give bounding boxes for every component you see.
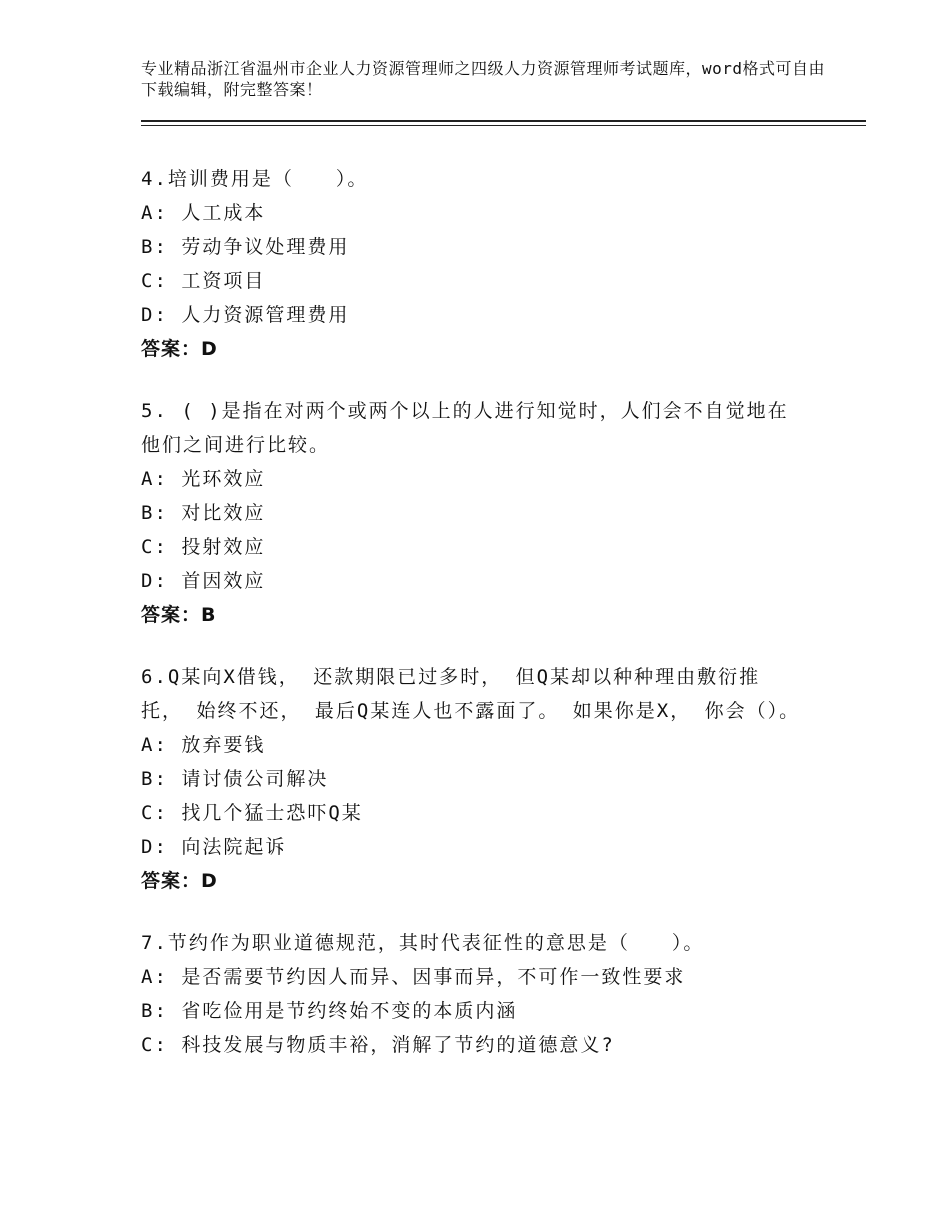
question-4	[141, 162, 821, 366]
question-7	[141, 926, 821, 1062]
option-a: A: 放弃要钱	[141, 734, 266, 756]
answer-label: 答案：B	[141, 604, 217, 626]
option-c: C: 找几个猛士恐吓Q某	[141, 802, 363, 824]
option-d: D: 人力资源管理费用	[141, 304, 350, 326]
option-a: A: 光环效应	[141, 468, 266, 490]
question-stem: 4.培训费用是（ ）。	[141, 168, 369, 190]
option-c: C: 科技发展与物质丰裕，消解了节约的道德意义?	[141, 1034, 615, 1056]
option-c: C: 投射效应	[141, 536, 266, 558]
header-divider	[141, 120, 866, 122]
answer-label: 答案：D	[141, 870, 218, 892]
question-stem: 7.节约作为职业道德规范，其时代表征性的意思是（ ）。	[141, 932, 705, 954]
option-b: B: 省吃俭用是节约终始不变的本质内涵	[141, 1000, 518, 1022]
option-b: B: 对比效应	[141, 502, 266, 524]
option-a: A: 人工成本	[141, 202, 266, 224]
answer-label: 答案：D	[141, 338, 218, 360]
option-b: B: 请讨债公司解决	[141, 768, 329, 790]
option-d: D: 首因效应	[141, 570, 266, 592]
question-stem: 5. ( )是指在对两个或两个以上的人进行知觉时，人们会不自觉地在他们之间进行比较。	[141, 400, 789, 456]
question-5	[141, 394, 821, 632]
question-list	[141, 162, 821, 1090]
option-d: D: 向法院起诉	[141, 836, 287, 858]
question-stem: 6.Q某向X借钱， 还款期限已过多时， 但Q某却以种种理由敷衍推托， 始终不还， 最后Q某连人也不露面了。 如果你是X， 你会（）。	[141, 666, 801, 722]
header-divider-thin	[141, 125, 866, 126]
option-a: A: 是否需要节约因人而异、因事而异，不可作一致性要求	[141, 966, 686, 988]
question-6	[141, 660, 821, 898]
option-b: B: 劳动争议处理费用	[141, 236, 350, 258]
option-c: C: 工资项目	[141, 270, 266, 292]
document-header: 专业精品浙江省温州市企业人力资源管理师之四级人力资源管理师考试题库，word格式可自由下载编辑，附完整答案！	[141, 59, 826, 99]
